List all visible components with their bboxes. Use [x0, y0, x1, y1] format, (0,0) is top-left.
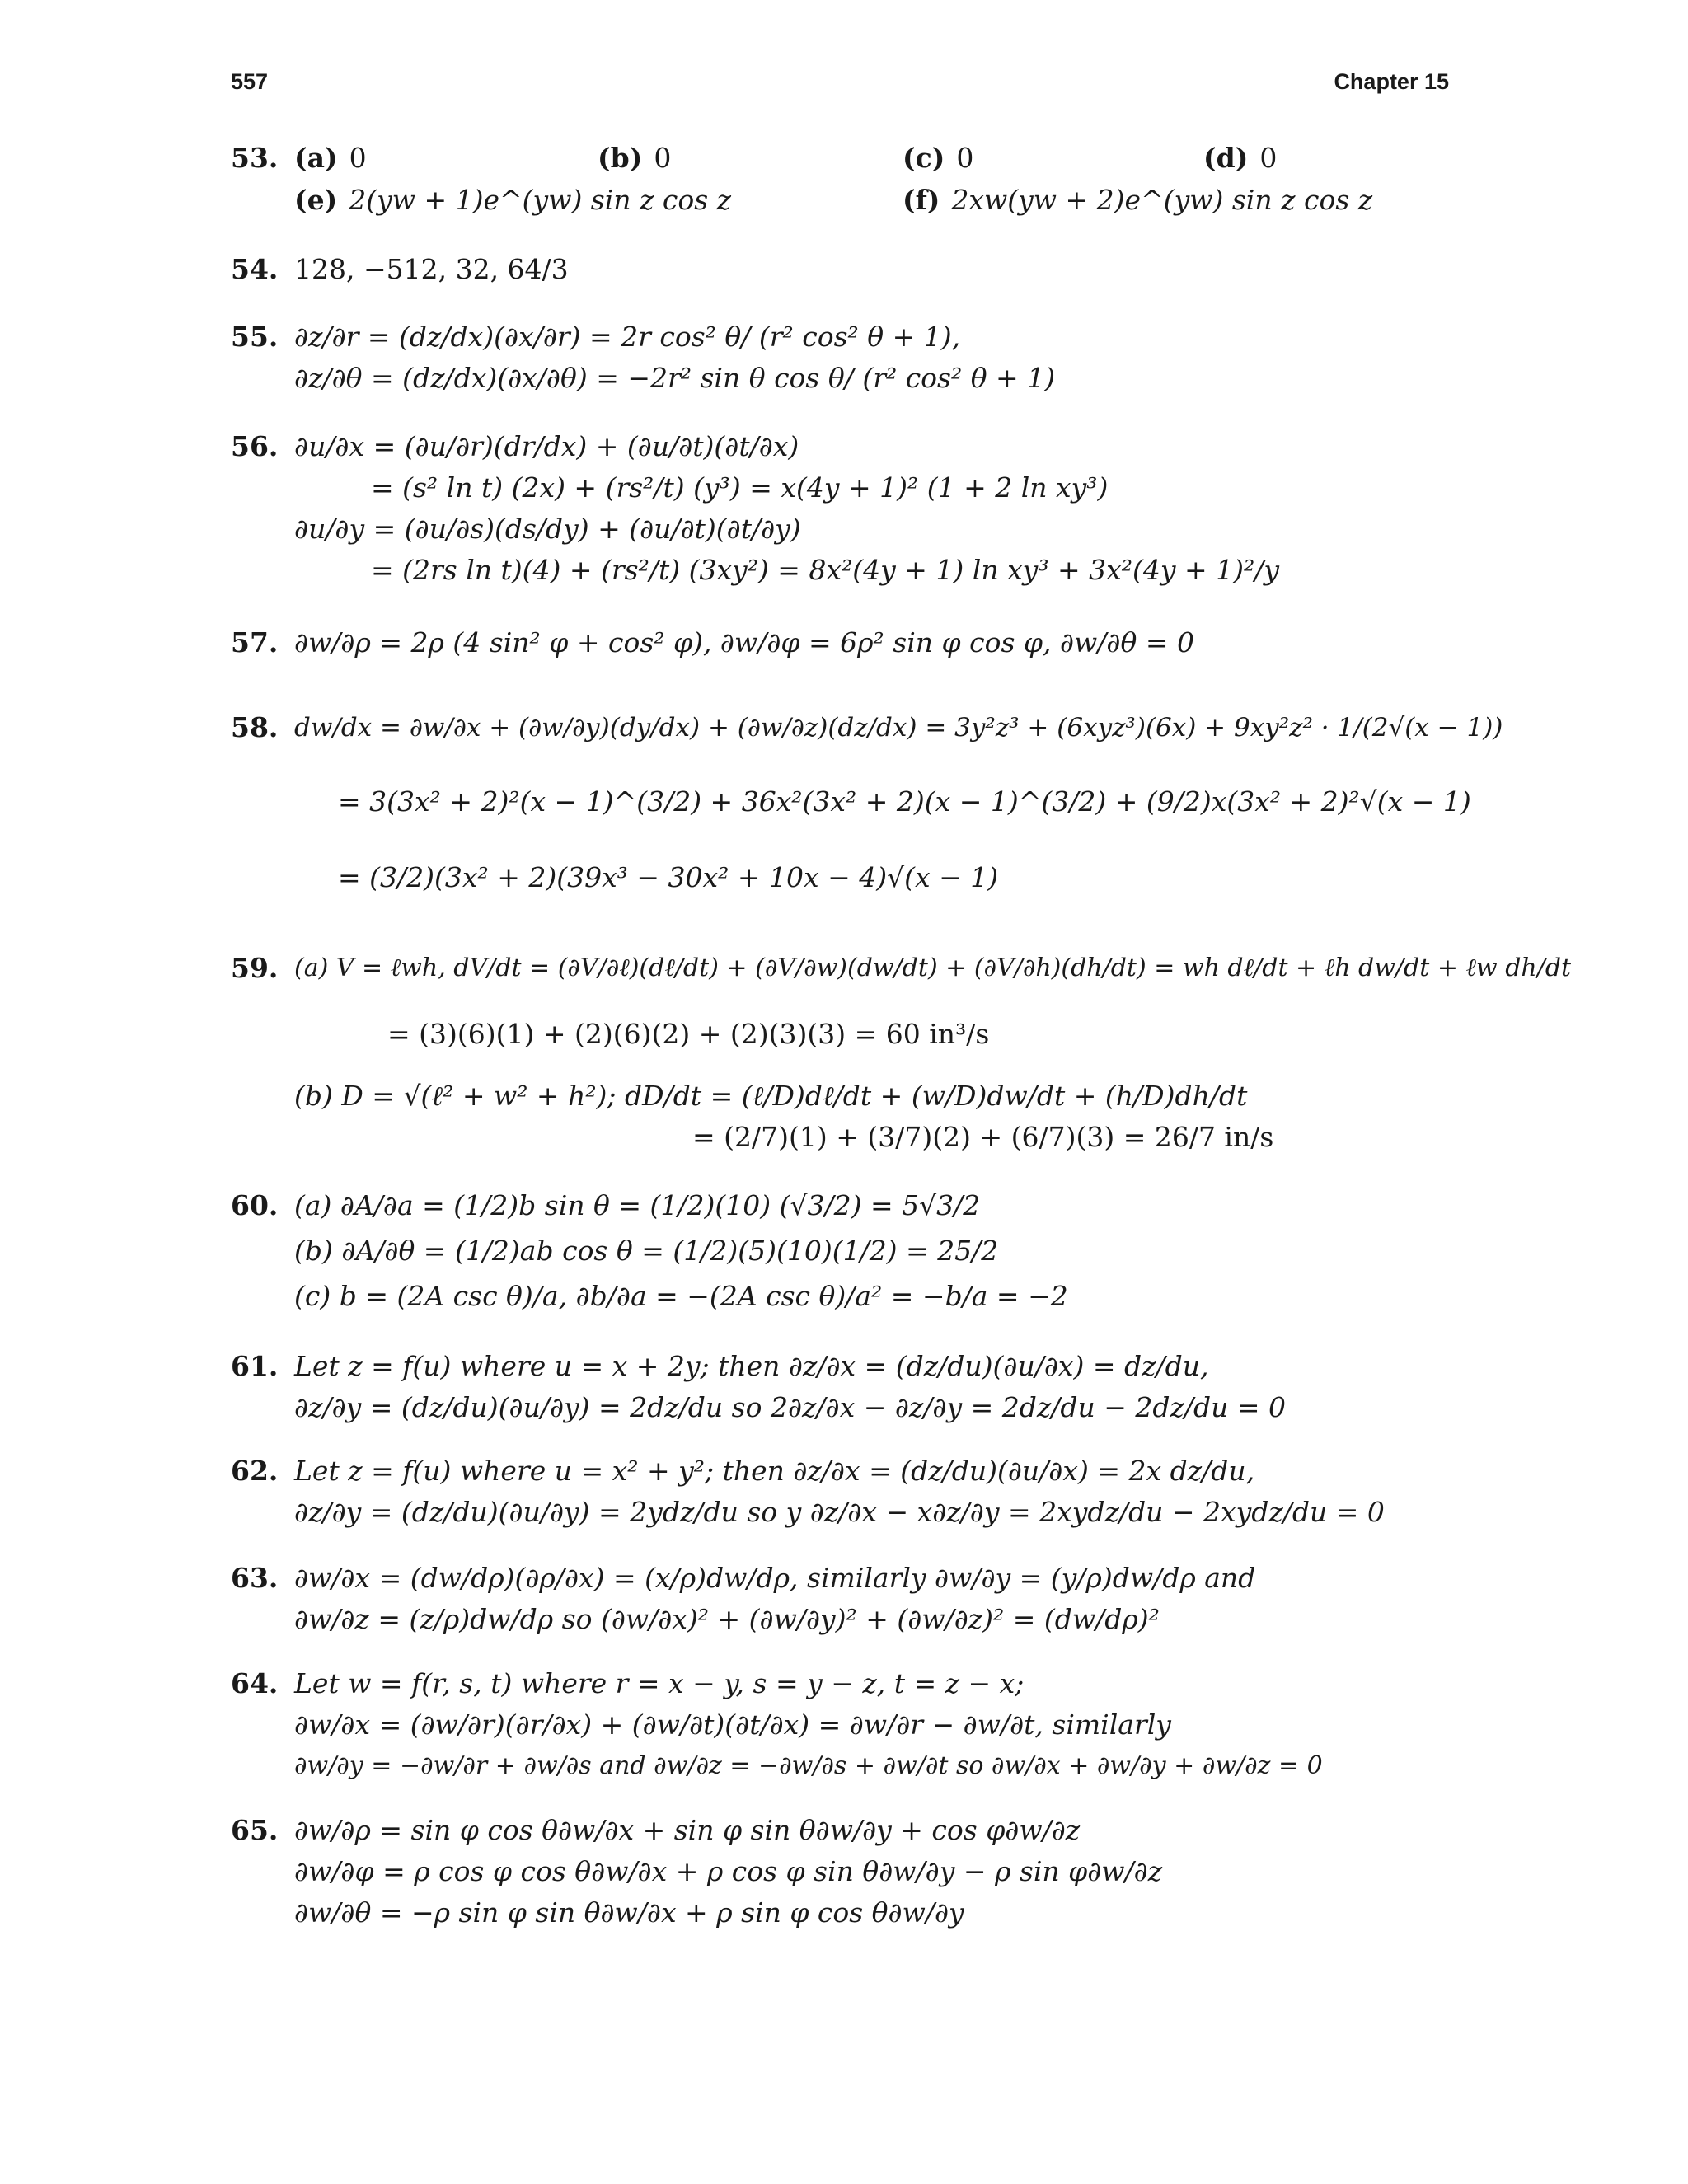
answer-line: Let z = f(u) where u = x + 2y; then ∂z/∂x = (dz/du)(∂u/∂x) = dz/du, [294, 1350, 1209, 1382]
page-number: 557 [231, 69, 269, 94]
problem-number: 55. [231, 321, 279, 353]
answer-line: ∂w/∂ρ = sin φ cos θ∂w/∂x + sin φ sin θ∂w/∂y + cos φ∂w/∂z [294, 1814, 1081, 1846]
problem-58 [231, 707, 1503, 748]
problem-number: 59. [231, 952, 279, 984]
p53-b [598, 138, 671, 179]
problem-57 [231, 622, 1451, 663]
answer-line: (b) ∂A/∂θ = (1/2)ab cos θ = (1/2)(5)(10)(1/2) = 25/2 [294, 1235, 999, 1267]
answer-line: = (2/7)(1) + (3/7)(2) + (6/7)(3) = 26/7 in/s [692, 1121, 1274, 1153]
answer-line: ∂u/∂x = (∂u/∂r)(dr/dx) + (∂u/∂t)(∂t/∂x) [294, 430, 799, 462]
problem-55 [231, 316, 1451, 358]
problem-64-cont [231, 1746, 1451, 1787]
problem-61 [231, 1346, 1451, 1387]
problem-56-cont [231, 550, 1451, 591]
problem-number: 57. [231, 626, 279, 658]
part-label: (c) [903, 142, 945, 174]
answer-line: Let w = f(r, s, t) where r = x − y, s = y − z, t = z − x; [294, 1667, 1025, 1699]
part-label: (f) [903, 184, 940, 216]
answer-line: ∂w/∂θ = −ρ sin φ sin θ∂w/∂x + ρ sin φ cos θ∂w/∂y [294, 1896, 964, 1929]
problem-number: 56. [231, 430, 279, 462]
problem-60-cont [231, 1230, 1451, 1272]
answer-line: ∂u/∂y = (∂u/∂s)(ds/dy) + (∂u/∂t)(∂t/∂y) [294, 513, 801, 545]
answer-line: ∂w/∂z = (z/ρ)dw/dρ so (∂w/∂x)² + (∂w/∂y)² + (∂w/∂z)² = (dw/dρ)² [294, 1603, 1160, 1635]
problem-65 [231, 1810, 1451, 1851]
problem-number: 65. [231, 1814, 279, 1846]
problem-60 [231, 1185, 1451, 1226]
answer: 0 [349, 142, 367, 174]
problem-number: 60. [231, 1189, 279, 1221]
answer-line: ∂w/∂ρ = 2ρ (4 sin² φ + cos² φ), ∂w/∂φ = 6ρ² sin φ cos φ, ∂w/∂θ = 0 [294, 626, 1194, 658]
answer: 0 [1259, 142, 1278, 174]
answer-line: ∂w/∂x = (∂w/∂r)(∂r/∂x) + (∂w/∂t)(∂t/∂x) = ∂w/∂r − ∂w/∂t, similarly [294, 1708, 1171, 1741]
problem-62 [231, 1451, 1451, 1492]
problem-65-cont [231, 1851, 1451, 1892]
p53-d [1203, 138, 1277, 179]
problem-number: 54. [231, 253, 279, 285]
p53-f [903, 180, 1372, 221]
problem-56-cont [231, 509, 1451, 550]
page-header [231, 69, 1449, 105]
problem-61-cont [231, 1387, 1451, 1428]
answer-line: ∂z/∂θ = (dz/dx)(∂x/∂θ) = −2r² sin θ cos θ/ (r² cos² θ + 1) [294, 362, 1056, 394]
answer-line: = (s² ln t) (2x) + (rs²/t) (y³) = x(4y + 1)² (1 + 2 ln xy³) [371, 471, 1109, 504]
p53-c [903, 138, 973, 179]
answer-line: ∂w/∂y = −∂w/∂r + ∂w/∂s and ∂w/∂z = −∂w/∂s + ∂w/∂t so ∂w/∂x + ∂w/∂y + ∂w/∂z = 0 [294, 1751, 1323, 1780]
problem-number: 64. [231, 1667, 279, 1699]
answer-line: Let z = f(u) where u = x² + y²; then ∂z/∂x = (dz/du)(∂u/∂x) = 2x dz/du, [294, 1455, 1255, 1487]
problem-54 [231, 249, 1451, 290]
problem-63-cont [231, 1599, 1451, 1640]
answer-line: ∂z/∂y = (dz/du)(∂u/∂y) = 2dz/du so 2∂z/∂x − ∂z/∂y = 2dz/du − 2dz/du = 0 [294, 1391, 1287, 1423]
problem-65-cont [231, 1892, 1451, 1933]
answer-line: 128, −512, 32, 64/3 [294, 253, 569, 285]
problem-59-cont [231, 1014, 1451, 1055]
answer-line: ∂w/∂φ = ρ cos φ cos θ∂w/∂x + ρ cos φ sin θ∂w/∂y − ρ sin φ∂w/∂z [294, 1855, 1163, 1887]
problem-number: 53. [231, 142, 279, 174]
problem-63 [231, 1558, 1451, 1599]
problem-64-cont [231, 1704, 1451, 1746]
part-label: (b) [598, 142, 643, 174]
answer-line: ∂z/∂r = (dz/dx)(∂x/∂r) = 2r cos² θ/ (r² cos² θ + 1), [294, 321, 961, 353]
answer-line: ∂w/∂x = (dw/dρ)(∂ρ/∂x) = (x/ρ)dw/dρ, similarly ∂w/∂y = (y/ρ)dw/dρ and [294, 1562, 1256, 1594]
problem-number: 61. [231, 1350, 279, 1382]
problem-59-cont [231, 1076, 1451, 1117]
answer-line: = (3)(6)(1) + (2)(6)(2) + (2)(3)(3) = 60 in³/s [387, 1018, 990, 1050]
problem-56-cont [231, 467, 1451, 509]
p53-a [294, 138, 367, 179]
problem-59-cont [231, 1117, 1451, 1158]
answer-line: ∂z/∂y = (dz/du)(∂u/∂y) = 2ydz/du so y ∂z/∂x − x∂z/∂y = 2xydz/du − 2xydz/du = 0 [294, 1496, 1385, 1528]
p53-row-1 [231, 138, 1451, 179]
answer-line: = (2rs ln t)(4) + (rs²/t) (3xy²) = 8x²(4y + 1) ln xy³ + 3x²(4y + 1)²/y [371, 554, 1280, 586]
problem-56 [231, 426, 1451, 467]
chapter-title: Chapter 15 [1334, 69, 1449, 94]
answer-line: (c) b = (2A csc θ)/a, ∂b/∂a = −(2A csc θ)/a² = −b/a = −2 [294, 1280, 1068, 1312]
problem-64 [231, 1663, 1451, 1704]
part-label: (a) [294, 142, 338, 174]
answer: 0 [956, 142, 974, 174]
answer-line: dw/dx = ∂w/∂x + (∂w/∂y)(dy/dx) + (∂w/∂z)(dz/dx) = 3y²z³ + (6xyz³)(6x) + 9xy²z² · 1/(2√(x − 1)) [294, 713, 1503, 743]
problem-62-cont [231, 1492, 1451, 1533]
p53-e [294, 180, 731, 221]
problem-59 [231, 948, 1572, 989]
problem-number: 63. [231, 1562, 279, 1594]
answer-line: = (3/2)(3x² + 2)(39x³ − 30x² + 10x − 4)√(x − 1) [338, 861, 999, 893]
p53-row-2 [231, 180, 1451, 221]
part-label: (d) [1203, 142, 1249, 174]
problem-60-cont [231, 1276, 1451, 1317]
answer: 2(yw + 1)e^(yw) sin z cos z [349, 184, 732, 216]
answer-line: (a) V = ℓwh, dV/dt = (∂V/∂ℓ)(dℓ/dt) + (∂V/∂w)(dw/dt) + (∂V/∂h)(dh/dt) = wh dℓ/dt + ℓh dw/dt + ℓw dh/dt [294, 954, 1572, 982]
answer: 2xw(yw + 2)e^(yw) sin z cos z [951, 184, 1373, 216]
problem-number: 58. [231, 711, 279, 743]
answer-line: (b) D = √(ℓ² + w² + h²); dD/dt = (ℓ/D)dℓ/dt + (w/D)dw/dt + (h/D)dh/dt [294, 1080, 1248, 1112]
answer-line: (a) ∂A/∂a = (1/2)b sin θ = (1/2)(10) (√3/2) = 5√3/2 [294, 1189, 981, 1221]
problem-55-cont [231, 358, 1451, 399]
problem-58-cont [231, 857, 1451, 898]
part-label: (e) [294, 184, 338, 216]
problem-58-cont [231, 781, 1471, 823]
problem-number: 62. [231, 1455, 279, 1487]
answer-line: = 3(3x² + 2)²(x − 1)^(3/2) + 36x²(3x² + 2)(x − 1)^(3/2) + (9/2)x(3x² + 2)²√(x − 1) [338, 785, 1471, 818]
answer: 0 [654, 142, 672, 174]
